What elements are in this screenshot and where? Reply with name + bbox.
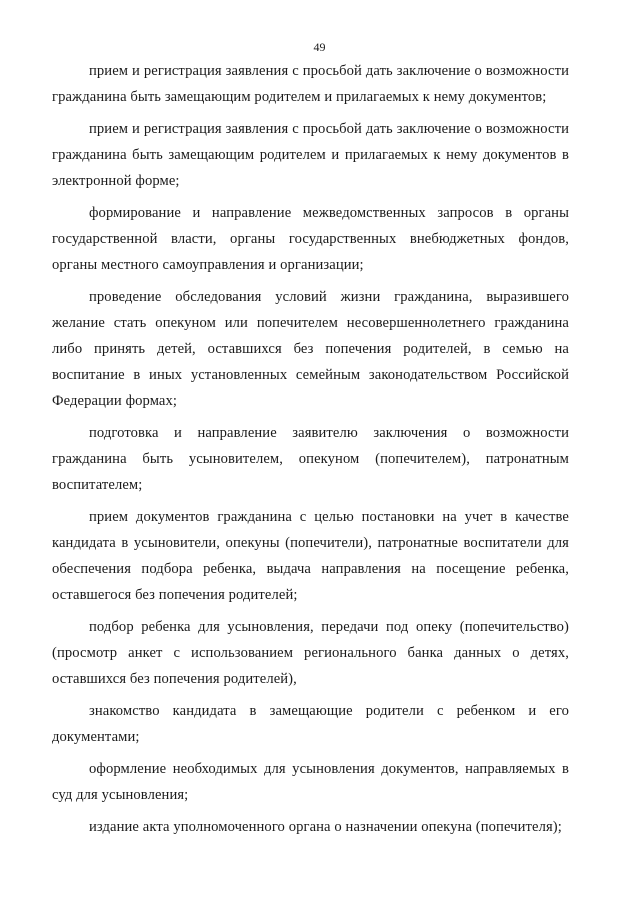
paragraph-conclusion-preparation: подготовка и направление заявителю заключения о возможности гражданина быть усыновителем, опекуном (попечителем), патронатным воспитателем; <box>52 425 569 493</box>
document-body <box>52 58 569 846</box>
paragraph-interagency-requests: формирование и направление межведомственных запросов в органы государственной власти, органы государственных внебюджетных фондов, органы местного самоуправления и организации; <box>52 205 569 273</box>
paragraph-application-registration-electronic: прием и регистрация заявления с просьбой дать заключение о возможности гражданина быть замещающим родителем и прилагаемых к нему документов в электронной форме; <box>52 121 569 189</box>
paragraph-living-conditions-survey: проведение обследования условий жизни гражданина, выразившего желание стать опекуном или попечителем несовершеннолетнего гражданина либо принять детей, оставшихся без попечения родителей, в семью на воспитание в иных установленных семейным законодательством Российской Федерации формах; <box>52 289 569 409</box>
paragraph-guardian-appointment-act: издание акта уполномоченного органа о назначении опекуна (попечителя); <box>89 819 562 835</box>
paragraph-documents-acceptance: прием документов гражданина с целью постановки на учет в качестве кандидата в усыновители, опекуны (попечители), патронатные воспитатели для обеспечения подбора ребенка, выдача направления на посещение ребенка, оставшегося без попечения родителей; <box>52 509 569 603</box>
paragraph-adoption-documents: оформление необходимых для усыновления документов, направляемых в суд для усыновления; <box>52 761 569 803</box>
paragraph-candidate-acquaintance: знакомство кандидата в замещающие родители с ребенком и его документами; <box>52 703 569 745</box>
paragraph-application-registration: прием и регистрация заявления с просьбой дать заключение о возможности гражданина быть замещающим родителем и прилагаемых к нему документов; <box>52 63 569 105</box>
paragraph-child-selection: подбор ребенка для усыновления, передачи под опеку (попечительство) (просмотр анкет с использованием регионального банка данных о детях, оставшихся без попечения родителей), <box>52 619 569 687</box>
page-number: 49 <box>313 40 326 54</box>
